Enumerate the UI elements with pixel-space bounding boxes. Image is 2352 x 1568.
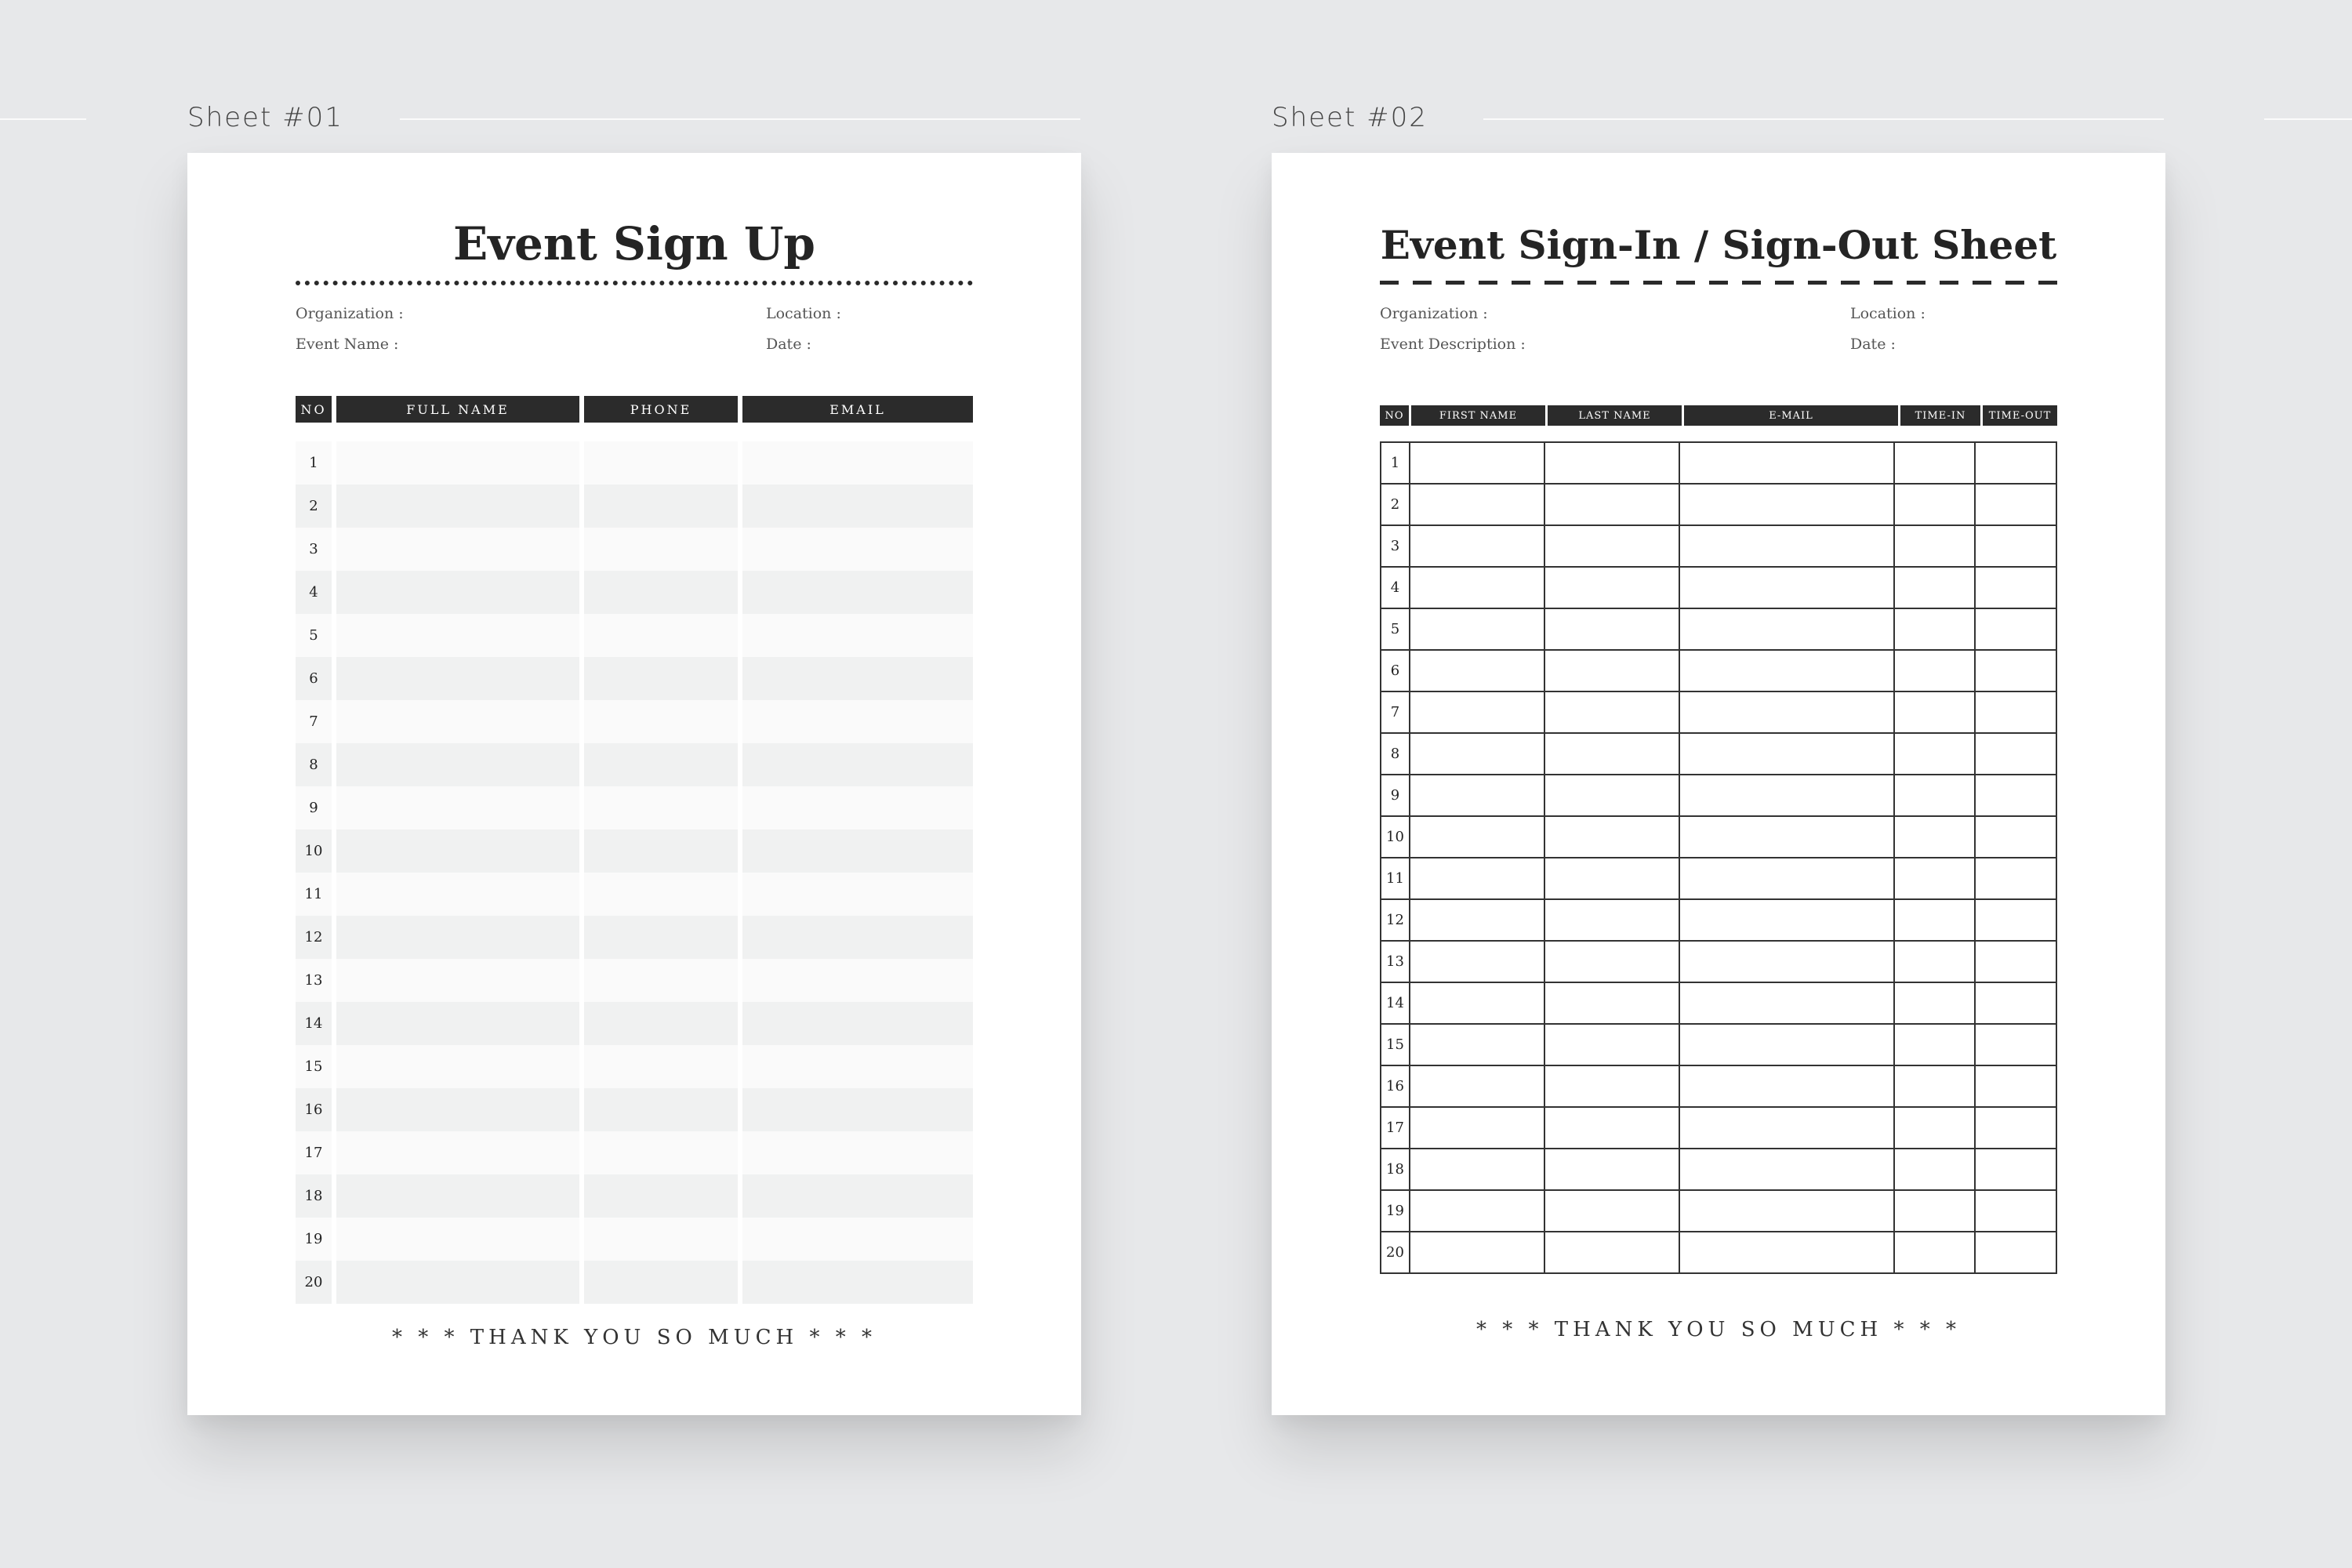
first-name-cell[interactable] [1410, 816, 1544, 858]
column-header: PHONE [584, 396, 738, 423]
table-row [1381, 1149, 2056, 1190]
email-cell[interactable] [742, 1174, 973, 1218]
row-number: 12 [1381, 899, 1410, 941]
table-row [296, 829, 973, 873]
time-out-cell[interactable] [1975, 733, 2056, 775]
time-out-cell[interactable] [1975, 567, 2056, 608]
last-name-cell[interactable] [1544, 1065, 1679, 1107]
full-name-cell[interactable] [336, 1002, 579, 1045]
email-cell[interactable] [742, 1131, 973, 1174]
time-out-cell[interactable] [1975, 899, 2056, 941]
row-number: 11 [1381, 858, 1410, 899]
row-number: 1 [296, 441, 332, 485]
phone-cell[interactable] [584, 743, 738, 786]
phone-cell[interactable] [584, 1131, 738, 1174]
last-name-cell[interactable] [1544, 1107, 1679, 1149]
time-in-cell[interactable] [1894, 1107, 1975, 1149]
row-number: 17 [1381, 1107, 1410, 1149]
table-row [1381, 899, 2056, 941]
row-number: 6 [296, 657, 332, 700]
row-number: 18 [1381, 1149, 1410, 1190]
email-cell[interactable] [742, 1002, 973, 1045]
decorative-rule-1 [400, 118, 1080, 120]
organization-label: Organization : [296, 305, 404, 322]
full-name-cell[interactable] [336, 1174, 579, 1218]
full-name-cell[interactable] [336, 1045, 579, 1088]
full-name-cell[interactable] [336, 614, 579, 657]
email-cell[interactable] [742, 657, 973, 700]
last-name-cell[interactable] [1544, 816, 1679, 858]
email-cell[interactable] [1679, 1107, 1894, 1149]
time-out-cell[interactable] [1975, 1024, 2056, 1065]
time-in-cell[interactable] [1894, 1149, 1975, 1190]
page-title: Event Sign-In / Sign-Out Sheet [1380, 222, 2057, 268]
email-cell[interactable] [1679, 775, 1894, 816]
email-cell[interactable] [742, 1218, 973, 1261]
email-cell[interactable] [1679, 733, 1894, 775]
full-name-cell[interactable] [336, 743, 579, 786]
email-cell[interactable] [742, 829, 973, 873]
full-name-cell[interactable] [336, 528, 579, 571]
time-out-cell[interactable] [1975, 775, 2056, 816]
email-cell[interactable] [1679, 982, 1894, 1024]
first-name-cell[interactable] [1410, 733, 1544, 775]
row-number: 20 [1381, 1232, 1410, 1273]
last-name-cell[interactable] [1544, 567, 1679, 608]
first-name-cell[interactable] [1410, 1190, 1544, 1232]
table-row [296, 1045, 973, 1088]
email-cell[interactable] [742, 916, 973, 959]
phone-cell[interactable] [584, 1174, 738, 1218]
table-row [296, 873, 973, 916]
table-row [296, 1218, 973, 1261]
time-in-cell[interactable] [1894, 858, 1975, 899]
email-cell[interactable] [1679, 691, 1894, 733]
time-in-cell[interactable] [1894, 650, 1975, 691]
row-number: 13 [1381, 941, 1410, 982]
time-in-cell[interactable] [1894, 608, 1975, 650]
first-name-cell[interactable] [1410, 567, 1544, 608]
first-name-cell[interactable] [1410, 858, 1544, 899]
email-cell[interactable] [1679, 484, 1894, 525]
first-name-cell[interactable] [1410, 525, 1544, 567]
email-cell[interactable] [742, 700, 973, 743]
row-number: 3 [296, 528, 332, 571]
row-number: 8 [1381, 733, 1410, 775]
time-out-cell[interactable] [1975, 982, 2056, 1024]
time-in-cell[interactable] [1894, 567, 1975, 608]
phone-cell[interactable] [584, 1002, 738, 1045]
column-header: TIME-OUT [1983, 405, 2057, 426]
full-name-cell[interactable] [336, 485, 579, 528]
phone-cell[interactable] [584, 829, 738, 873]
email-cell[interactable] [1679, 1190, 1894, 1232]
row-number: 7 [1381, 691, 1410, 733]
time-in-cell[interactable] [1894, 899, 1975, 941]
table-row [1381, 1024, 2056, 1065]
first-name-cell[interactable] [1410, 1065, 1544, 1107]
row-number: 15 [296, 1045, 332, 1088]
last-name-cell[interactable] [1544, 1024, 1679, 1065]
full-name-cell[interactable] [336, 786, 579, 829]
table-row [296, 743, 973, 786]
phone-cell[interactable] [584, 873, 738, 916]
email-cell[interactable] [742, 1088, 973, 1131]
email-cell[interactable] [1679, 1024, 1894, 1065]
table-row [1381, 816, 2056, 858]
table-row [296, 959, 973, 1002]
full-name-cell[interactable] [336, 829, 579, 873]
email-cell[interactable] [742, 614, 973, 657]
column-header: NO [296, 396, 332, 423]
email-cell[interactable] [742, 1261, 973, 1304]
column-header: E-MAIL [1684, 405, 1898, 426]
email-cell[interactable] [742, 1045, 973, 1088]
row-number: 9 [296, 786, 332, 829]
column-header: FIRST NAME [1411, 405, 1545, 426]
row-number: 18 [296, 1174, 332, 1218]
email-cell[interactable] [1679, 1065, 1894, 1107]
first-name-cell[interactable] [1410, 442, 1544, 484]
time-out-cell[interactable] [1975, 1232, 2056, 1273]
table-row [296, 528, 973, 571]
row-number: 10 [296, 829, 332, 873]
row-number: 15 [1381, 1024, 1410, 1065]
table-row [296, 700, 973, 743]
time-out-cell[interactable] [1975, 525, 2056, 567]
phone-cell[interactable] [584, 614, 738, 657]
time-out-cell[interactable] [1975, 650, 2056, 691]
email-cell[interactable] [742, 571, 973, 614]
decorative-rule-left [0, 118, 86, 120]
row-number: 4 [1381, 567, 1410, 608]
time-in-cell[interactable] [1894, 1232, 1975, 1273]
table-row [296, 786, 973, 829]
last-name-cell[interactable] [1544, 982, 1679, 1024]
full-name-cell[interactable] [336, 1131, 579, 1174]
time-in-cell[interactable] [1894, 484, 1975, 525]
first-name-cell[interactable] [1410, 982, 1544, 1024]
email-cell[interactable] [1679, 650, 1894, 691]
row-number: 4 [296, 571, 332, 614]
table-row [1381, 1190, 2056, 1232]
time-out-cell[interactable] [1975, 484, 2056, 525]
full-name-cell[interactable] [336, 657, 579, 700]
row-number: 5 [296, 614, 332, 657]
table-row [1381, 1232, 2056, 1273]
email-cell[interactable] [1679, 1149, 1894, 1190]
footer-thanks: * * * THANK YOU SO MUCH * * * [392, 1326, 877, 1349]
row-number: 14 [296, 1002, 332, 1045]
email-cell[interactable] [742, 873, 973, 916]
signin-table [1380, 405, 2057, 1274]
time-in-cell[interactable] [1894, 1190, 1975, 1232]
time-in-cell[interactable] [1894, 442, 1975, 484]
title-separator [1380, 281, 2057, 285]
time-in-cell[interactable] [1894, 816, 1975, 858]
last-name-cell[interactable] [1544, 733, 1679, 775]
first-name-cell[interactable] [1410, 608, 1544, 650]
column-header: LAST NAME [1548, 405, 1682, 426]
last-name-cell[interactable] [1544, 484, 1679, 525]
first-name-cell[interactable] [1410, 1232, 1544, 1273]
time-in-cell[interactable] [1894, 1065, 1975, 1107]
location-label: Location : [1850, 305, 1926, 322]
time-in-cell[interactable] [1894, 691, 1975, 733]
phone-cell[interactable] [584, 571, 738, 614]
row-number: 20 [296, 1261, 332, 1304]
decorative-rule-2 [1483, 118, 2164, 120]
phone-cell[interactable] [584, 916, 738, 959]
time-out-cell[interactable] [1975, 1107, 2056, 1149]
time-in-cell[interactable] [1894, 525, 1975, 567]
table-row [296, 485, 973, 528]
first-name-cell[interactable] [1410, 691, 1544, 733]
row-number: 1 [1381, 442, 1410, 484]
sheet-page-2 [1272, 153, 2165, 1415]
last-name-cell[interactable] [1544, 941, 1679, 982]
table-row [296, 1261, 973, 1304]
table-row [1381, 691, 2056, 733]
time-out-cell[interactable] [1975, 442, 2056, 484]
full-name-cell[interactable] [336, 1218, 579, 1261]
row-number: 19 [1381, 1190, 1410, 1232]
row-number: 5 [1381, 608, 1410, 650]
full-name-cell[interactable] [336, 916, 579, 959]
full-name-cell[interactable] [336, 873, 579, 916]
last-name-cell[interactable] [1544, 899, 1679, 941]
email-cell[interactable] [742, 441, 973, 485]
email-cell[interactable] [1679, 816, 1894, 858]
time-out-cell[interactable] [1975, 941, 2056, 982]
first-name-cell[interactable] [1410, 1149, 1544, 1190]
last-name-cell[interactable] [1544, 608, 1679, 650]
email-cell[interactable] [1679, 941, 1894, 982]
full-name-cell[interactable] [336, 441, 579, 485]
time-out-cell[interactable] [1975, 816, 2056, 858]
time-in-cell[interactable] [1894, 941, 1975, 982]
time-in-cell[interactable] [1894, 733, 1975, 775]
phone-cell[interactable] [584, 441, 738, 485]
email-cell[interactable] [742, 786, 973, 829]
column-header: NO [1380, 405, 1409, 426]
decorative-rule-right [2264, 118, 2352, 120]
first-name-cell[interactable] [1410, 1024, 1544, 1065]
table-row [1381, 608, 2056, 650]
row-number: 16 [296, 1088, 332, 1131]
row-number: 14 [1381, 982, 1410, 1024]
table-row [1381, 858, 2056, 899]
table-row [1381, 982, 2056, 1024]
row-number: 12 [296, 916, 332, 959]
email-cell[interactable] [742, 959, 973, 1002]
time-out-cell[interactable] [1975, 691, 2056, 733]
first-name-cell[interactable] [1410, 941, 1544, 982]
time-out-cell[interactable] [1975, 1190, 2056, 1232]
time-in-cell[interactable] [1894, 775, 1975, 816]
date-label: Date : [1850, 336, 1896, 353]
column-header: EMAIL [742, 396, 973, 423]
table-row [296, 916, 973, 959]
event-name-label: Event Name : [296, 336, 399, 353]
page-title: Event Sign Up [453, 217, 815, 270]
email-cell[interactable] [742, 485, 973, 528]
email-cell[interactable] [1679, 567, 1894, 608]
first-name-cell[interactable] [1410, 650, 1544, 691]
table-row [296, 1002, 973, 1045]
row-number: 13 [296, 959, 332, 1002]
table-row [296, 1174, 973, 1218]
sheet-page-1 [187, 153, 1081, 1415]
phone-cell[interactable] [584, 485, 738, 528]
table-row [1381, 941, 2056, 982]
last-name-cell[interactable] [1544, 525, 1679, 567]
row-number: 6 [1381, 650, 1410, 691]
table-row [296, 657, 973, 700]
first-name-cell[interactable] [1410, 899, 1544, 941]
signup-table [296, 396, 973, 1304]
email-cell[interactable] [1679, 525, 1894, 567]
table-row [296, 571, 973, 614]
last-name-cell[interactable] [1544, 775, 1679, 816]
sheet-label-2: Sheet #02 [1272, 102, 1428, 133]
phone-cell[interactable] [584, 1261, 738, 1304]
time-out-cell[interactable] [1975, 1065, 2056, 1107]
row-number: 2 [1381, 484, 1410, 525]
time-out-cell[interactable] [1975, 1149, 2056, 1190]
table-row [1381, 1065, 2056, 1107]
email-cell[interactable] [742, 743, 973, 786]
full-name-cell[interactable] [336, 700, 579, 743]
last-name-cell[interactable] [1544, 858, 1679, 899]
table-row [296, 441, 973, 485]
row-number: 7 [296, 700, 332, 743]
table-row [296, 614, 973, 657]
table-row [1381, 442, 2056, 484]
date-label: Date : [766, 336, 811, 353]
email-cell[interactable] [1679, 442, 1894, 484]
row-number: 2 [296, 485, 332, 528]
first-name-cell[interactable] [1410, 1107, 1544, 1149]
last-name-cell[interactable] [1544, 1149, 1679, 1190]
phone-cell[interactable] [584, 657, 738, 700]
email-cell[interactable] [1679, 608, 1894, 650]
phone-cell[interactable] [584, 1045, 738, 1088]
table-row [1381, 525, 2056, 567]
phone-cell[interactable] [584, 959, 738, 1002]
email-cell[interactable] [1679, 1232, 1894, 1273]
row-number: 8 [296, 743, 332, 786]
email-cell[interactable] [1679, 858, 1894, 899]
full-name-cell[interactable] [336, 1261, 579, 1304]
row-number: 9 [1381, 775, 1410, 816]
email-cell[interactable] [1679, 899, 1894, 941]
last-name-cell[interactable] [1544, 442, 1679, 484]
last-name-cell[interactable] [1544, 1232, 1679, 1273]
table-row [296, 1131, 973, 1174]
time-in-cell[interactable] [1894, 982, 1975, 1024]
full-name-cell[interactable] [336, 959, 579, 1002]
sheet-label-1: Sheet #01 [187, 102, 343, 133]
email-cell[interactable] [742, 528, 973, 571]
table-row [1381, 1107, 2056, 1149]
row-number: 10 [1381, 816, 1410, 858]
first-name-cell[interactable] [1410, 484, 1544, 525]
last-name-cell[interactable] [1544, 650, 1679, 691]
row-number: 11 [296, 873, 332, 916]
row-number: 17 [296, 1131, 332, 1174]
table-row [296, 1088, 973, 1131]
row-number: 16 [1381, 1065, 1410, 1107]
time-out-cell[interactable] [1975, 608, 2056, 650]
last-name-cell[interactable] [1544, 691, 1679, 733]
row-number: 19 [296, 1218, 332, 1261]
table-row [1381, 567, 2056, 608]
column-header: TIME-IN [1900, 405, 1980, 426]
time-out-cell[interactable] [1975, 858, 2056, 899]
title-separator [296, 281, 973, 285]
first-name-cell[interactable] [1410, 775, 1544, 816]
table-row [1381, 733, 2056, 775]
event-description-label: Event Description : [1380, 336, 1526, 353]
table-row [1381, 484, 2056, 525]
phone-cell[interactable] [584, 528, 738, 571]
phone-cell[interactable] [584, 1218, 738, 1261]
last-name-cell[interactable] [1544, 1190, 1679, 1232]
organization-label: Organization : [1380, 305, 1488, 322]
table-row [1381, 650, 2056, 691]
row-number: 3 [1381, 525, 1410, 567]
phone-cell[interactable] [584, 786, 738, 829]
time-in-cell[interactable] [1894, 1024, 1975, 1065]
phone-cell[interactable] [584, 1088, 738, 1131]
full-name-cell[interactable] [336, 1088, 579, 1131]
phone-cell[interactable] [584, 700, 738, 743]
table-row [1381, 775, 2056, 816]
column-header: FULL NAME [336, 396, 579, 423]
footer-thanks: * * * THANK YOU SO MUCH * * * [1476, 1318, 1961, 1341]
full-name-cell[interactable] [336, 571, 579, 614]
location-label: Location : [766, 305, 841, 322]
